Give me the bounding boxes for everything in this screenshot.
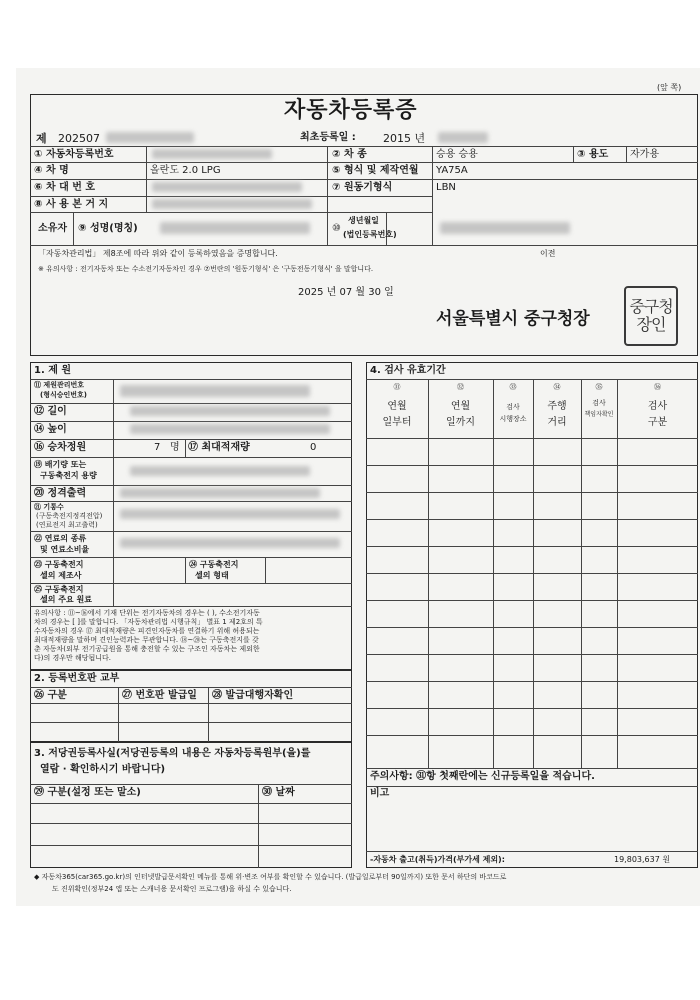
- insp-col2-label-2: 일까지: [446, 417, 475, 428]
- use-value: 자가용: [630, 149, 659, 160]
- owner-label: 소유자: [38, 223, 67, 234]
- plate-col-type: ㉖ 구분: [34, 690, 67, 701]
- fuel-type-label: ㉒ 연료의 종류: [34, 534, 87, 543]
- fuel-type-sublabel: 및 연료소비율: [40, 545, 90, 554]
- plate-header: 2. 등록번호판 교부: [34, 673, 120, 684]
- vehicle-type-label: ② 차 종: [332, 149, 367, 160]
- address-label: ⑧ 사 용 본 거 지: [34, 199, 109, 210]
- redacted-height: [130, 424, 330, 434]
- top-caution-note: ※ 유의사항 : 전기자동차 또는 수소전기자동차인 경우 ⑦번란의 '원동기형식' 은 '구동전동기형식' 을 말합니다.: [38, 265, 374, 273]
- form-value: YA75A: [436, 165, 468, 176]
- remarks-label: 비고: [370, 788, 390, 799]
- transfer-note: 이전: [540, 249, 556, 258]
- redacted-displacement: [130, 466, 310, 476]
- cylinders-sublabel-voltage: (구동축전지정격전압): [36, 512, 103, 520]
- owner-name-label: ⑨ 성명(명칭): [78, 223, 138, 234]
- redacted-length: [130, 406, 330, 416]
- mortgage-col-type: ㉙ 구분(설정 또는 말소): [34, 787, 141, 798]
- redacted-owner-id: [440, 222, 570, 234]
- redacted-owner-name: [160, 222, 310, 234]
- spec-header: 1. 제 원: [34, 365, 72, 376]
- insp-col6-label-2: 구분: [647, 417, 668, 428]
- owner-birth-label: 생년월일: [348, 216, 379, 225]
- engine-value: LBN: [436, 182, 456, 193]
- acquisition-price-value: 19,803,637 원: [614, 855, 671, 864]
- battery-form-sublabel: 셀의 형태: [195, 571, 229, 580]
- redacted-serial: [106, 132, 194, 143]
- power-label: ⑳ 정격출력: [34, 488, 87, 499]
- verification-note-2: 도 진위확인(정부24 앱 또는 스캐너용 문서확인 프로그램)을 하실 수 있습니다.: [52, 885, 292, 893]
- mortgage-section: [30, 742, 352, 868]
- inspection-note: 주의사항: ㉛항 첫째란에는 신규등록일을 적습니다.: [370, 771, 595, 782]
- mortgage-header-2: 열람 · 확인하시기 바랍니다): [40, 764, 166, 775]
- cylinders-label: ㉑ 기통수: [34, 503, 64, 511]
- seats-value: 7: [154, 442, 161, 453]
- owner-corp-label: (법인등록번호): [343, 230, 397, 239]
- insp-col1-label: 연월: [387, 401, 407, 412]
- height-label: ⑭ 높이: [34, 424, 67, 435]
- displacement-label: ⑲ 배기량 또는: [34, 460, 87, 469]
- displacement-sublabel: 구동축전지 용량: [40, 471, 97, 480]
- first-registration-label: 최초등록일 :: [300, 132, 356, 143]
- insp-col3-num: ㉝: [509, 383, 517, 391]
- approval-no-sublabel: (형식승인번호): [40, 391, 87, 399]
- insp-col2-label: 연월: [450, 401, 471, 412]
- owner-id-circle: ⑩: [332, 223, 341, 234]
- redacted-approval-no: [120, 385, 310, 397]
- cylinders-sublabel-fuelcell: (연료전지 최고출력): [36, 521, 98, 529]
- inspection-header: 4. 검사 유효기간: [370, 365, 446, 376]
- insp-col4-label-2: 거리: [547, 417, 567, 428]
- document-title: 자동차등록증: [284, 98, 418, 123]
- max-load-value: 0: [310, 442, 317, 453]
- use-label: ③ 용도: [577, 149, 609, 160]
- reg-number-label: ① 자동차등록번호: [34, 149, 114, 160]
- redacted-fuel: [120, 538, 340, 548]
- battery-material-sublabel: 셀의 주요 원료: [40, 595, 92, 604]
- battery-maker-label: ㉓ 구동축전지: [34, 560, 84, 569]
- insp-col3-label: 검사: [506, 403, 520, 411]
- battery-maker-sublabel: 셀의 제조사: [40, 571, 82, 580]
- insp-col5-label: 검사: [592, 399, 606, 407]
- redacted-date: [438, 132, 488, 143]
- vehicle-type-value: 승용 승용: [436, 149, 478, 160]
- redacted-vin: [152, 182, 302, 192]
- form-label: ⑤ 형식 및 제작연월: [332, 165, 419, 176]
- battery-material-label: ㉕ 구동축전지: [34, 585, 84, 594]
- insp-col5-num: ㉟: [595, 383, 603, 391]
- official-seal: 중구청장인: [624, 286, 678, 346]
- insp-col2-num: ㉜: [457, 383, 464, 391]
- issue-date: 2025 년 07 월 30 일: [298, 287, 394, 298]
- insp-col6-label: 검사: [647, 401, 668, 412]
- insp-col6-num: ㊱: [654, 383, 661, 391]
- redacted-power: [120, 488, 320, 498]
- seats-label: ⑯ 승차정원: [34, 442, 87, 453]
- length-label: ⑫ 길이: [34, 406, 67, 417]
- reg-serial-number: 202507: [58, 132, 100, 145]
- insp-col4-num: ㉞: [553, 383, 561, 391]
- insp-col5-label-2: 책임자확인: [584, 411, 614, 418]
- issuer-name: 서울특별시 중구청장: [436, 309, 590, 329]
- model-label: ④ 차 명: [34, 165, 69, 176]
- insp-col3-label-2: 시행장소: [499, 415, 527, 423]
- verification-note: ◆ 자동차365(car365.go.kr)의 인터넷발급문서확인 메뉴를 통해 위·변조 여부를 확인할 수 있습니다. (발급일로부터 90일까지) 또한 문서 하단의 바코드로: [34, 873, 507, 881]
- engine-label: ⑦ 원동기형식: [332, 182, 393, 193]
- redacted-address: [152, 199, 312, 209]
- vin-label: ⑥ 차 대 번 호: [34, 182, 96, 193]
- seats-unit: 명: [170, 442, 180, 453]
- model-value: 올란도 2.0 LPG: [150, 165, 221, 176]
- page-side-note: (앞 쪽): [657, 83, 682, 92]
- insp-col1-label-2: 일부터: [382, 417, 412, 428]
- reg-no-prefix: 제: [36, 132, 47, 145]
- insp-col1-num: ㉛: [393, 383, 401, 391]
- redacted-reg-number: [152, 149, 272, 159]
- redacted-cylinders: [120, 509, 340, 519]
- plate-col-agent: ㉘ 발급대행자확인: [212, 690, 294, 701]
- mortgage-col-date: ㉚ 날짜: [262, 787, 295, 798]
- insp-col4-label: 주행: [547, 401, 567, 412]
- first-registration-year: 2015 년: [383, 132, 426, 145]
- plate-col-issue-date: ㉗ 번호판 발급일: [122, 690, 197, 701]
- certification-statement: 「자동차관리법」 제8조에 따라 위와 같이 등록하였음을 증명합니다.: [38, 249, 278, 258]
- battery-form-label: ㉔ 구동축전지: [189, 560, 239, 569]
- acquisition-price-label: -자동차 출고(취득)가격(부가세 제외):: [370, 855, 505, 864]
- max-load-label: ⑰ 최대적재량: [188, 442, 250, 453]
- mortgage-header: 3. 저당권등록사실(저당권등록의 내용은 자동차등록원부(을)를: [34, 748, 311, 759]
- approval-no-label: ⑪ 제원관리번호: [34, 381, 85, 389]
